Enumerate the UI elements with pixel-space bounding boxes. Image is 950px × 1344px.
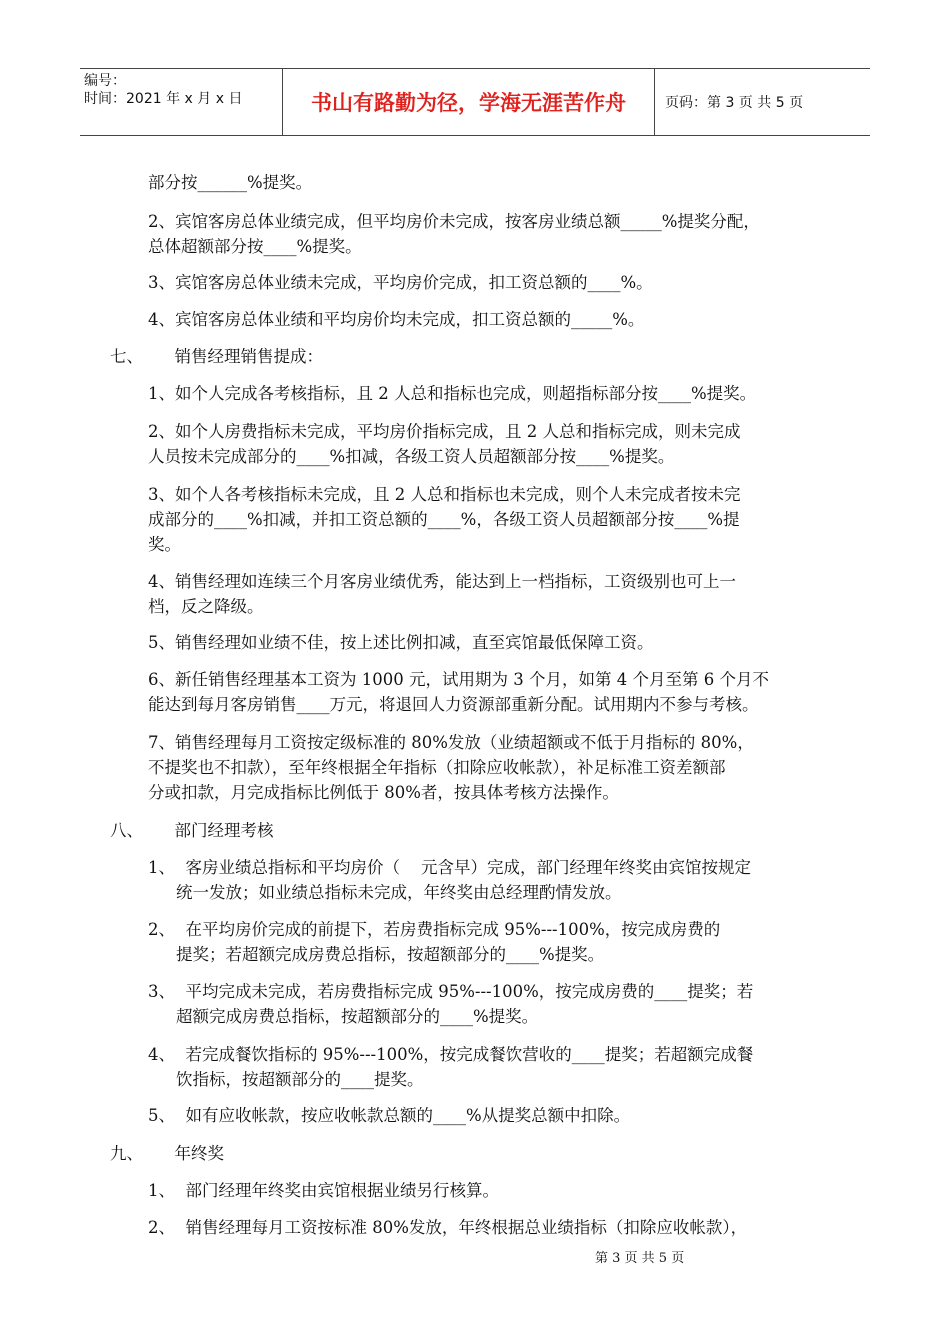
body-line: 2、 销售经理每月工资按标准 80%发放，年终根据总业绩指标（扣除应收帐款），: [148, 1218, 748, 1237]
header-motto: 书山有路勤为径，学海无涯苦作舟: [311, 91, 626, 115]
body-line: 饮指标，按超额部分的____提奖。: [176, 1070, 424, 1089]
body-line: 能达到每月客房销售____万元，将退回人力资源部重新分配。试用期内不参与考核。: [148, 695, 759, 714]
body-line: 3、 平均完成未完成，若房费指标完成 95%---100%，按完成房费的____提奖；若: [148, 982, 754, 1001]
body-line: 3、宾馆客房总体业绩未完成，平均房价完成，扣工资总额的____%。: [148, 273, 653, 292]
body-line: 7、销售经理每月工资按定级标准的 80%发放（业绩超额或不低于月指标的 80%，: [148, 733, 754, 752]
body-line: 分或扣款，月完成指标比例低于 80%者，按具体考核方法操作。: [148, 783, 619, 802]
header-page-number: 页码：第 3 页 共 5 页: [665, 95, 804, 111]
body-line: 2、宾馆客房总体业绩完成，但平均房价未完成，按客房业绩总额_____%提奖分配，: [148, 212, 760, 231]
body-line: 5、 如有应收帐款，按应收帐款总额的____%从提奖总额中扣除。: [148, 1106, 631, 1125]
body-line: 4、销售经理如连续三个月客房业绩优秀，能达到上一档指标，工资级别也可上一: [148, 572, 736, 591]
body-line: 2、 在平均房价完成的前提下，若房费指标完成 95%---100%，按完成房费的: [148, 920, 721, 939]
body-line: 不提奖也不扣款），至年终根据全年指标（扣除应收帐款），补足标准工资差额部: [148, 758, 726, 777]
document-date-label: 时间：2021 年 x 月 x 日: [84, 91, 243, 107]
header-info-cell: [80, 69, 283, 135]
page-footer: [595, 1247, 684, 1266]
body-line: 1、如个人完成各考核指标，且 2 人总和指标也完成，则超指标部分按____%提奖。: [148, 384, 757, 403]
body-line: 奖。: [148, 535, 181, 554]
body-line: 统一发放；如业绩总指标未完成，年终奖由总经理酌情发放。: [176, 883, 622, 902]
body-line: 提奖；若超额完成房费总指标，按超额部分的____%提奖。: [176, 945, 605, 964]
body-line: 人员按未完成部分的____%扣减，各级工资人员超额部分按____%提奖。: [148, 447, 675, 466]
document-number-label: 编号：: [84, 73, 126, 89]
body-line: 3、如个人各考核指标未完成，且 2 人总和指标也未完成，则个人未完成者按未完: [148, 485, 741, 504]
body-line: 超额完成房费总指标，按超额部分的____%提奖。: [176, 1007, 539, 1026]
body-line: 1、 部门经理年终奖由宾馆根据业绩另行核算。: [148, 1181, 499, 1200]
section-heading: 七、 销售经理销售提成：: [110, 347, 323, 366]
body-line: 4、 若完成餐饮指标的 95%---100%，按完成餐饮营收的____提奖；若超额完成餐: [148, 1045, 754, 1064]
header-motto-cell: [283, 69, 655, 135]
header-page-cell: [655, 69, 870, 135]
body-line: 1、 客房业绩总指标和平均房价（ 元含早）完成，部门经理年终奖由宾馆按规定: [148, 858, 751, 877]
page-header: [80, 68, 870, 136]
footer-page-number: 第 3 页 共 5 页: [595, 1251, 685, 1266]
body-line: 档，反之降级。: [148, 597, 264, 616]
body-line: 总体超额部分按____%提奖。: [148, 237, 362, 256]
section-heading: 九、 年终奖: [110, 1144, 224, 1163]
body-line: 部分按______%提奖。: [148, 173, 313, 192]
body-line: 6、新任销售经理基本工资为 1000 元，试用期为 3 个月，如第 4 个月至第 6 个月不: [148, 670, 769, 689]
section-heading: 八、 部门经理考核: [110, 821, 274, 840]
body-line: 成部分的____%扣减，并扣工资总额的____%，各级工资人员超额部分按____%提: [148, 510, 740, 529]
body-line: 4、宾馆客房总体业绩和平均房价均未完成，扣工资总额的_____%。: [148, 310, 645, 329]
body-line: 5、销售经理如业绩不佳，按上述比例扣减，直至宾馆最低保障工资。: [148, 633, 654, 652]
body-line: 2、如个人房费指标未完成，平均房价指标完成，且 2 人总和指标完成，则未完成: [148, 422, 741, 441]
